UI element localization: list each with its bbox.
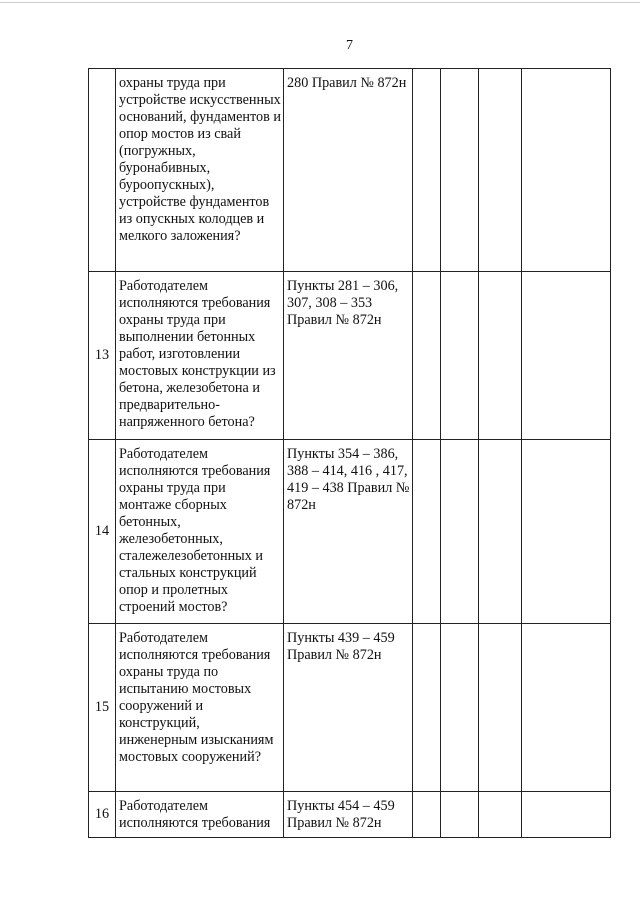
answer-cell-no [441,624,479,792]
regulation-reference: Пункты 281 – 306, 307, 308 – 353 Правил № 872н [284,272,413,440]
table-row [89,272,611,440]
table-row [89,440,611,624]
answer-cell-no [441,272,479,440]
row-number: 13 [89,272,116,440]
requirement-question: охраны труда при устройстве искусственных оснований, фундаментов и опор мостов из свай (погружных, буронабивных, буроопускных), устройстве фундаментов из опускных колодцев и мелкого заложения? [116,69,284,272]
answer-cell-yes [413,792,441,838]
answer-cell-na [479,624,522,792]
answer-cell-na [479,69,522,272]
table-row [89,792,611,838]
checklist-table [88,68,611,838]
row-number [89,69,116,272]
requirement-question: Работодателем исполняются требования [116,792,284,838]
answer-cell-yes [413,69,441,272]
regulation-reference: Пункты 354 – 386, 388 – 414, 416 , 417, 419 – 438 Правил № 872н [284,440,413,624]
answer-cell-no [441,440,479,624]
table-row [89,69,611,272]
table-row [89,624,611,792]
scan-edge-line [0,2,640,3]
notes-cell [522,792,611,838]
notes-cell [522,440,611,624]
requirement-question: Работодателем исполняются требования охраны труда при выполнении бетонных работ, изготовлении мостовых конструкции из бетона, железобетона и предварительно-напряженного бетона? [116,272,284,440]
row-number: 16 [89,792,116,838]
answer-cell-no [441,792,479,838]
regulation-reference: Пункты 439 – 459 Правил № 872н [284,624,413,792]
page-number: 7 [346,38,353,53]
notes-cell [522,272,611,440]
notes-cell [522,69,611,272]
regulation-reference: 280 Правил № 872н [284,69,413,272]
regulation-reference: Пункты 454 – 459 Правил № 872н [284,792,413,838]
row-number: 14 [89,440,116,624]
answer-cell-no [441,69,479,272]
requirement-question: Работодателем исполняются требования охраны труда по испытанию мостовых сооружений и конструкций, инженерным изысканиям мостовых сооружений? [116,624,284,792]
requirement-question: Работодателем исполняются требования охраны труда при монтаже сборных бетонных, железобетонных, сталежелезобетонных и стальных конструкций опор и пролетных строений мостов? [116,440,284,624]
answer-cell-yes [413,624,441,792]
notes-cell [522,624,611,792]
answer-cell-na [479,440,522,624]
row-number: 15 [89,624,116,792]
answer-cell-yes [413,440,441,624]
answer-cell-na [479,272,522,440]
answer-cell-yes [413,272,441,440]
answer-cell-na [479,792,522,838]
